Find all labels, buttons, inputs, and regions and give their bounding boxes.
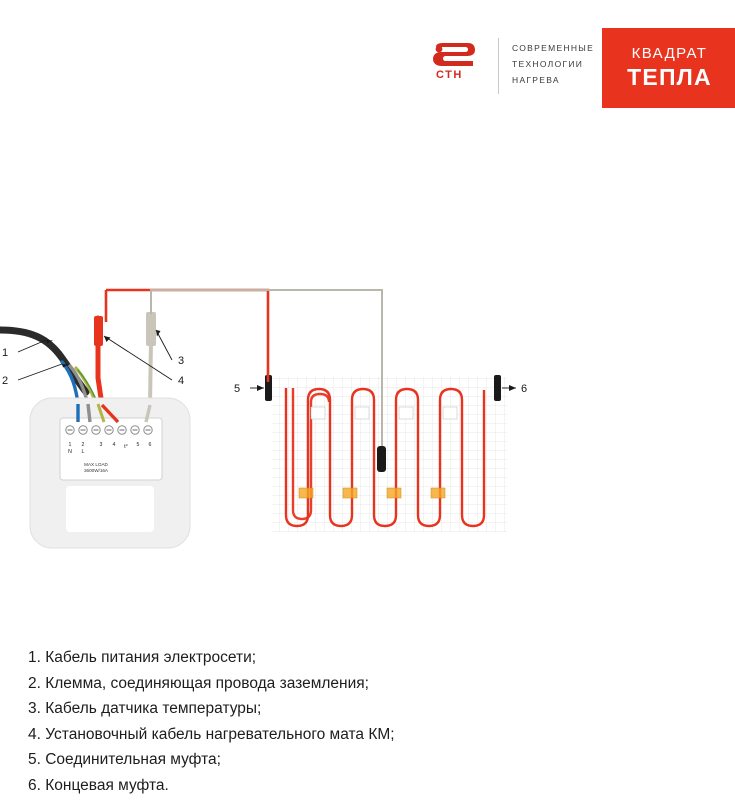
mat-cable-route <box>106 290 268 382</box>
thermostat <box>30 398 190 548</box>
legend-list <box>28 645 688 798</box>
svg-text:N: N <box>68 449 72 455</box>
thermostat-rating <box>84 462 109 473</box>
tagline-line-1: СОВРЕМЕННЫЕ <box>512 43 595 53</box>
legend-item-5: 5. Соединительная муфта; <box>28 751 221 768</box>
svg-text:6: 6 <box>148 442 152 448</box>
callout-3: 3 <box>178 355 185 367</box>
svg-text:3: 3 <box>99 442 103 448</box>
brand-name-bottom: ТЕПЛА <box>627 64 712 90</box>
stn-logo <box>430 42 492 90</box>
legend-item-1: 1. Кабель питания электросети; <box>28 649 257 666</box>
svg-text:L: L <box>81 449 85 455</box>
header-tagline <box>512 40 594 88</box>
callout-5: 5 <box>234 383 241 395</box>
svg-text:MAX LOAD: MAX LOAD <box>84 462 108 467</box>
stn-flame-icon <box>432 42 476 68</box>
header-brand-block <box>430 28 710 106</box>
sensor-cable-lower <box>150 340 151 405</box>
svg-text:4: 4 <box>112 442 116 448</box>
svg-text:1: 1 <box>68 442 72 448</box>
kvadrat-tepla-badge <box>602 28 735 108</box>
callout-1: 1 <box>2 347 9 359</box>
svg-text:t°: t° <box>124 444 128 450</box>
legend-item-2: 2. Клемма, соединяющая провода заземления; <box>28 674 369 692</box>
callout-4: 4 <box>178 375 185 387</box>
svg-text:2: 2 <box>81 442 85 448</box>
callout-2: 2 <box>2 375 9 387</box>
tagline-line-2: ТЕХНОЛОГИИ <box>512 59 584 69</box>
svg-text:5: 5 <box>136 442 140 448</box>
tagline-line-3: НАГРЕВА <box>512 75 560 85</box>
temperature-sensor-probe <box>377 446 386 472</box>
header-divider <box>498 38 499 94</box>
legend-item-4: 4. Установочный кабель нагревательного мата КМ; <box>28 725 395 743</box>
callout-6: 6 <box>521 383 528 395</box>
svg-text:3600W/16A: 3600W/16A <box>83 468 109 473</box>
wiring-diagram <box>0 270 735 610</box>
end-coupling <box>494 375 501 401</box>
legend-item-6: 6. Концевая муфта. <box>28 776 169 794</box>
legend-item-3: 3. Кабель датчика температуры; <box>28 700 262 717</box>
stn-logo-letters: СТН <box>436 69 463 81</box>
red-cable-tip <box>94 316 103 346</box>
brand-name-top: КВАДРАТ <box>631 45 708 62</box>
